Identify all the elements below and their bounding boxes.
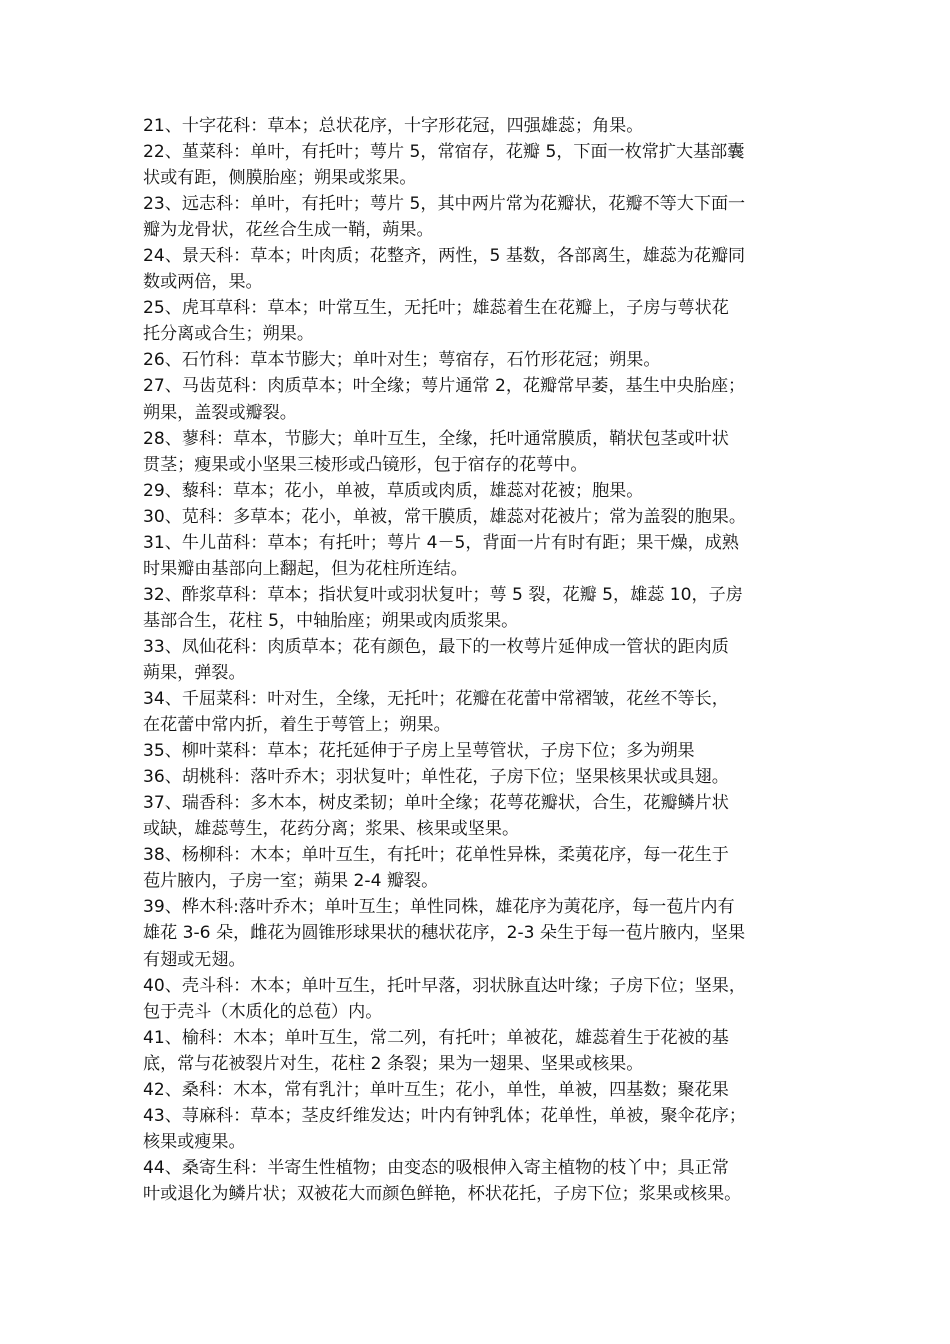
text-line: 或缺，雄蕊萼生，花药分离；浆果、核果或坚果。 [143,819,520,840]
text-line: 29、藜科：草本；花小，单被，草质或肉质，雄蕊对花被；胞果。 [143,480,644,501]
text-line: 33、凤仙花科：肉质草本；花有颜色，最下的一枚萼片延伸成一管状的距肉质 [143,636,729,657]
text-line: 37、瑞香科：多木本，树皮柔韧；单叶全缘；花萼花瓣状，合生，花瓣鳞片状 [143,793,729,814]
text-line: 贯茎；瘦果或小坚果三棱形或凸镜形，包于宿存的花萼中。 [143,454,588,475]
text-line: 雄花 3-6 朵，雌花为圆锥形球果状的穗状花序，2-3 朵生于每一苞片腋内，坚果 [143,923,746,944]
text-line: 40、壳斗科：木本；单叶互生，托叶早落，羽状脉直达叶缘；子房下位；坚果， [143,975,746,996]
text-line: 35、柳叶菜科：草本；花托延伸于子房上呈萼管状，子房下位；多为朔果 [143,741,695,762]
text-line: 31、牛儿苗科：草本；有托叶；萼片 4－5，背面一片有时有距；果干燥，成熟 [143,532,739,553]
text-line: 21、十字花科：草本；总状花序，十字形花冠，四强雄蕊；角果。 [143,116,644,136]
text-line: 包于壳斗（木质化的总苞）内。 [143,1001,383,1022]
text-line: 32、酢浆草科：草本；指状复叶或羽状复叶；萼 5 裂，花瓣 5，雄蕊 10，子房 [143,584,743,605]
text-line: 朔果，盖裂或瓣裂。 [143,402,297,423]
document-page [143,113,815,1207]
text-line: 蒴果，弹裂。 [143,662,246,683]
text-line: 28、蓼科：草本，节膨大；单叶互生，全缘，托叶通常膜质，鞘状包茎或叶状 [143,428,729,449]
text-line: 25、虎耳草科：草本；叶常互生，无托叶；雄蕊着生在花瓣上，子房与萼状花 [143,298,729,319]
text-line: 39、桦木科:落叶乔木；单叶互生；单性同株，雄花序为荑花序，每一苞片内有 [143,897,735,918]
text-line: 数或两倍，果。 [143,272,263,293]
text-line: 42、桑科：木本，常有乳汁；单叶互生；花小，单性，单被，四基数；聚花果 [143,1079,729,1100]
text-line: 底，常与花被裂片对生，花柱 2 条裂；果为一翅果、坚果或核果。 [143,1053,644,1074]
text-line: 核果或瘦果。 [143,1131,246,1152]
text-line: 23、远志科：单叶，有托叶；萼片 5，其中两片常为花瓣状，花瓣不等大下面一 [143,194,746,215]
text-line: 34、千屈菜科：叶对生，全缘，无托叶；花瓣在花蕾中常褶皱，花丝不等长， [143,689,729,710]
text-line: 36、胡桃科：落叶乔木；羽状复叶；单性花，子房下位；坚果核果状或具翅。 [143,767,729,788]
text-line: 22、堇菜科：单叶，有托叶；萼片 5，常宿存，花瓣 5，下面一枚常扩大基部囊 [143,142,745,163]
text-line: 44、桑寄生科：半寄生性植物；由变态的吸根伸入寄主植物的枝丫中；具正常 [143,1157,729,1178]
text-line: 叶或退化为鳞片状；双被花大而颜色鲜艳，杯状花托，子房下位；浆果或核果。 [143,1183,742,1204]
text-line: 24、景天科：草本；叶肉质；花整齐，两性，5 基数，各部离生，雄蕊为花瓣同 [143,246,746,267]
text-line: 托分离或合生；朔果。 [143,324,314,345]
text-line: 41、榆科：木本；单叶互生，常二列，有托叶；单被花，雄蕊着生于花被的基 [143,1027,729,1048]
text-line: 在花蕾中常内折，着生于萼管上；朔果。 [143,715,451,736]
text-line: 时果瓣由基部向上翻起，但为花柱所连结。 [143,558,468,579]
text-line: 26、石竹科：草本节膨大；单叶对生；萼宿存，石竹形花冠；朔果。 [143,350,661,371]
text-line: 苞片腋内，子房一室；蒴果 2-4 瓣裂。 [143,871,439,892]
text-line: 瓣为龙骨状，花丝合生成一鞘，蒴果。 [143,220,434,241]
text-line: 状或有距，侧膜胎座；朔果或浆果。 [143,168,417,189]
text-line: 有翅或无翅。 [143,949,246,970]
text-line: 43、荨麻科：草本；茎皮纤维发达；叶内有钟乳体；花单性，单被，聚伞花序； [143,1105,746,1126]
text-line: 基部合生，花柱 5，中轴胎座；朔果或肉质浆果。 [143,610,519,631]
text-line: 27、马齿苋科：肉质草本；叶全缘；萼片通常 2，花瓣常早萎，基生中央胎座； [143,376,746,397]
text-line: 38、杨柳科：木本；单叶互生，有托叶；花单性异株，柔荑花序，每一花生于 [143,845,729,866]
text-line: 30、苋科：多草本；花小，单被，常干膜质，雄蕊对花被片；常为盖裂的胞果。 [143,506,746,527]
